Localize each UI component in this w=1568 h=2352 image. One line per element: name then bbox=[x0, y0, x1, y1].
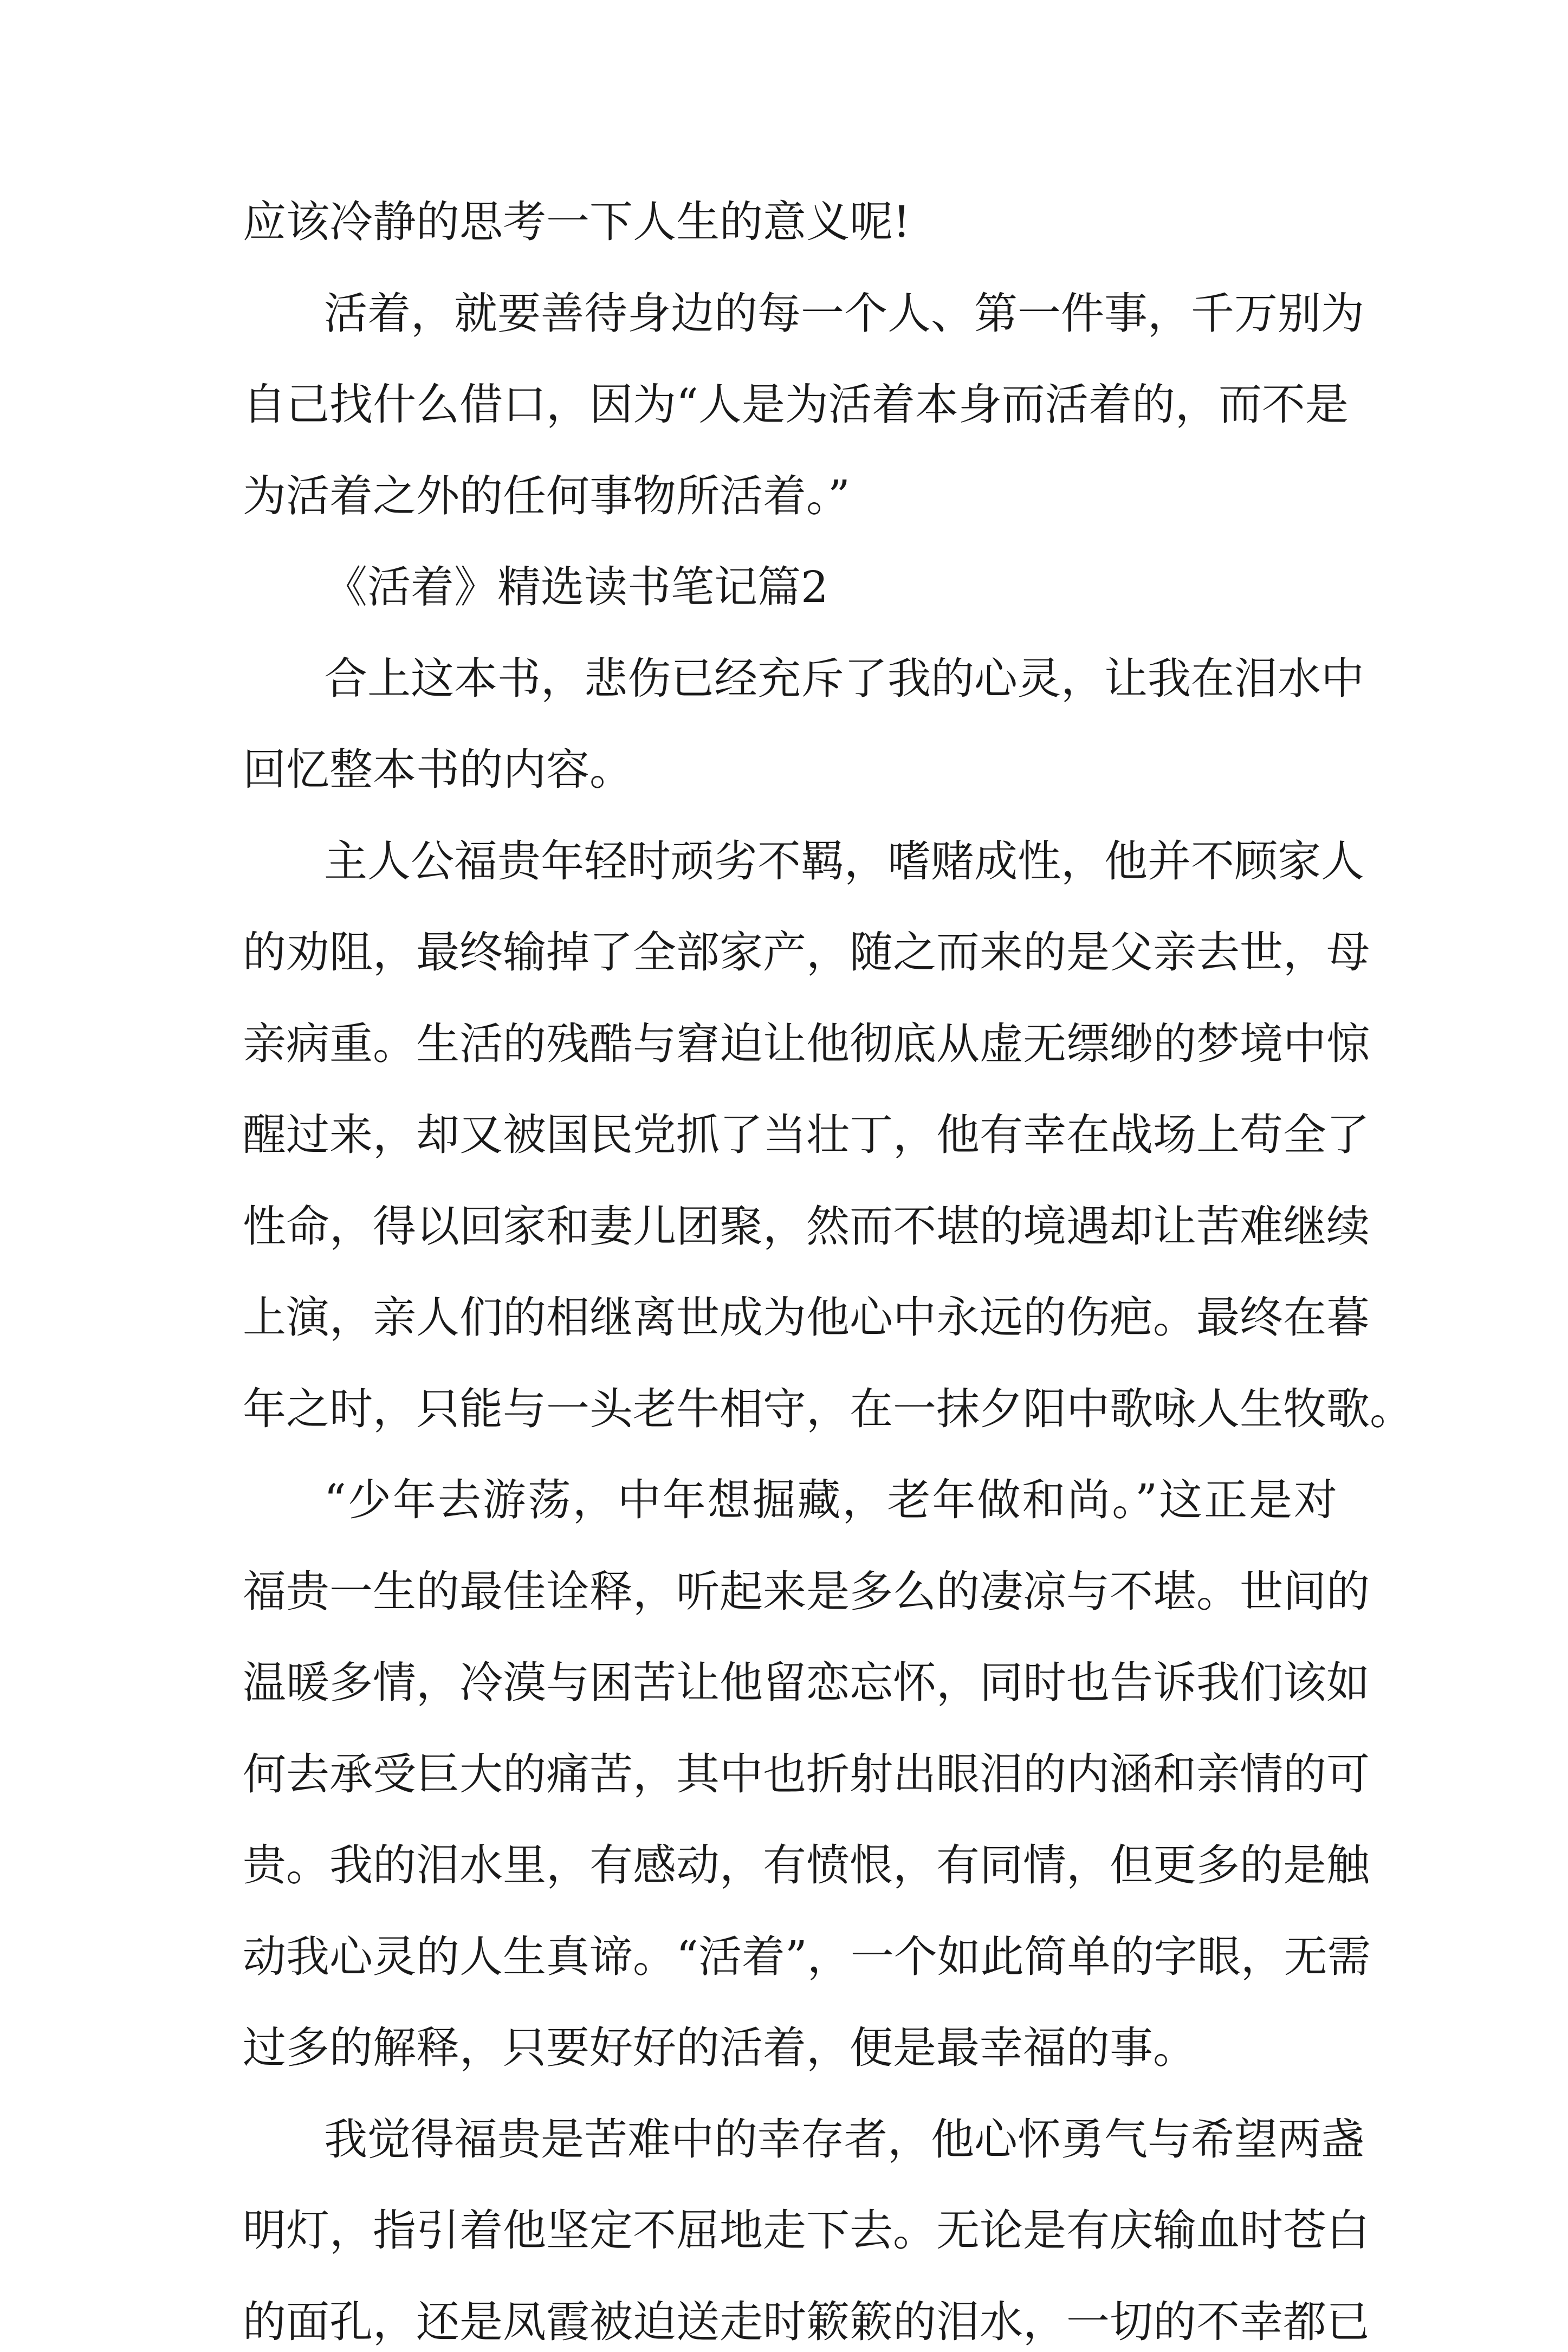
text-line: 回忆整本书的内容。 bbox=[243, 744, 633, 795]
text-line: 应该冷静的思考一下人生的意义呢! bbox=[243, 197, 911, 247]
text-line: 主人公福贵年轻时顽劣不羁，嗜赌成性，他并不顾家人 bbox=[324, 836, 1364, 886]
text-line: 醒过来，却又被国民党抓了当壮丁，他有幸在战场上苟全了 bbox=[243, 1110, 1370, 1160]
text-line: “少年去游荡，中年想掘藏，老年做和尚。”这正是对 bbox=[324, 1475, 1337, 1525]
text-line: 活着，就要善待身边的每一个人、第一件事，千万别为 bbox=[324, 288, 1364, 339]
text-line: 动我心灵的人生真谛。“活着”，一个如此简单的字眼，无需 bbox=[243, 1932, 1371, 1982]
text-line: 明灯，指引着他坚定不屈地走下去。无论是有庆输血时苍白 bbox=[243, 2205, 1370, 2256]
text-line: 温暖多情，冷漠与困苦让他留恋忘怀，同时也告诉我们该如 bbox=[243, 1657, 1370, 1708]
text-line: 性命，得以回家和妻儿团聚，然而不堪的境遇却让苦难继续 bbox=[243, 1201, 1370, 1252]
text-line: 的面孔，还是凤霞被迫送走时簌簌的泪水，一切的不幸都已 bbox=[243, 2297, 1370, 2347]
text-line: 何去承受巨大的痛苦，其中也折射出眼泪的内涵和亲情的可 bbox=[243, 1749, 1370, 1799]
text-line: 年之时，只能与一头老牛相守，在一抹夕阳中歌咏人生牧歌。 bbox=[243, 1384, 1413, 1434]
text-line: 上演，亲人们的相继离世成为他心中永远的伤疤。最终在暮 bbox=[243, 1292, 1370, 1343]
text-line: 的劝阻，最终输掉了全部家产，随之而来的是父亲去世，母 bbox=[243, 927, 1370, 977]
text-line: 为活着之外的任何事物所活着。” bbox=[243, 471, 850, 521]
text-line: 贵。我的泪水里，有感动，有愤恨，有同情，但更多的是触 bbox=[243, 1840, 1370, 1890]
text-line: 我觉得福贵是苦难中的幸存者，他心怀勇气与希望两盏 bbox=[324, 2114, 1364, 2165]
text-line: 过多的解释，只要好好的活着，便是最幸福的事。 bbox=[243, 2023, 1196, 2073]
text-line: 合上这本书，悲伤已经充斥了我的心灵，让我在泪水中 bbox=[324, 653, 1364, 704]
text-line: 自己找什么借口，因为“人是为活着本身而活着的，而不是 bbox=[243, 379, 1349, 430]
text-line: 《活着》精选读书笔记篇2 bbox=[324, 562, 828, 612]
text-line: 福贵一生的最佳诠释，听起来是多么的凄凉与不堪。世间的 bbox=[243, 1566, 1370, 1617]
text-line: 亲病重。生活的残酷与窘迫让他彻底从虚无缥缈的梦境中惊 bbox=[243, 1019, 1370, 1069]
